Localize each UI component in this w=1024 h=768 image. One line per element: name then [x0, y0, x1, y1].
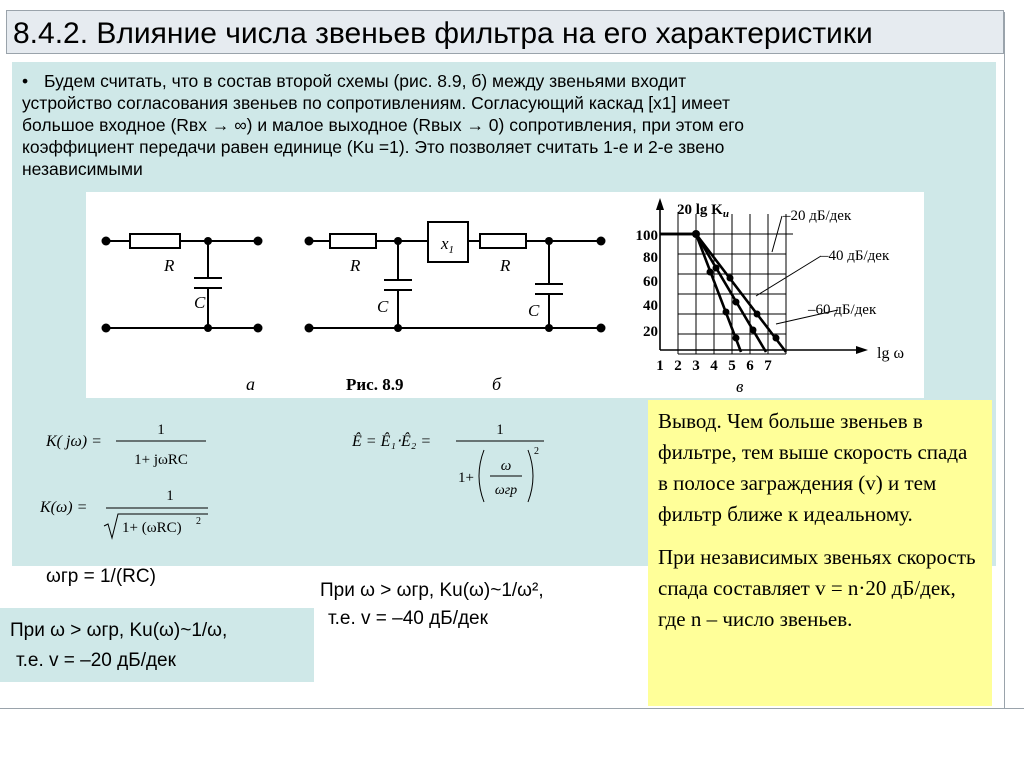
x-tick: 2 — [674, 358, 682, 374]
formula-numerator: 1 — [166, 488, 174, 504]
bullet-line: независимыми — [22, 159, 143, 179]
graph-y-ticks — [636, 228, 659, 340]
capacitor-label-b1: C — [377, 297, 389, 316]
middle-note-line1: При ω > ωгр, Ku(ω)~1/ω², — [320, 580, 544, 601]
frame-line-bottom — [0, 708, 1024, 709]
x-tick: 1 — [656, 358, 664, 374]
x-tick: 6 — [746, 358, 754, 374]
resistor-label-b2: R — [500, 256, 511, 275]
capacitor-label-b2: C — [528, 301, 540, 320]
conclusion-box — [648, 400, 992, 706]
bullet-line-text: Будем считать, что в состав второй схемы (рис. 8.9, б) между звеньями входит — [44, 71, 687, 91]
circuit-a-nodes — [102, 237, 263, 333]
y-tick: 60 — [643, 274, 658, 290]
formula-denominator: 1+ — [458, 470, 474, 486]
bullet-line: устройство согласования звеньев по сопротивлениям. Согласующий каскад [x1] имеет — [22, 93, 730, 113]
bullet-line: коэффициент передачи равен единице (Ku =1). Это позволяет считать 1-е и 2-е звено — [22, 137, 725, 157]
bullet-dot: • — [22, 71, 29, 91]
figure-svg — [86, 192, 924, 398]
bullet-paragraph — [22, 70, 982, 180]
resistor-label-a: R — [164, 256, 175, 275]
graph-v — [636, 198, 904, 396]
y-tick: 40 — [643, 298, 658, 314]
formula-e-product — [352, 414, 562, 515]
y-tick: 20 — [643, 324, 658, 340]
title-bar — [6, 10, 1004, 54]
bullet-line — [22, 70, 982, 92]
omega-gr-note: ωгр = 1/(RC) — [46, 566, 156, 587]
formula-lhs: Ê = Ê₁⋅Ê₂ = — [352, 433, 432, 450]
formula-lhs: K(ω) = — [40, 499, 88, 516]
figure-label-v: в — [736, 377, 744, 396]
x-tick: 3 — [692, 358, 700, 374]
x-tick: 5 — [728, 358, 736, 374]
left-note-line1: При ω > ωгр, Ku(ω)~1/ω, — [10, 620, 228, 641]
bullet-line: большое входное (Rвх → ∞) и малое выходное (Rвых → 0) сопротивления, при этом его — [22, 115, 745, 135]
capacitor-label-a: C — [194, 293, 206, 312]
conclusion-paragraph-2: При независимых звеньях скорость спада составляет v = n·20 дБ/дек, где n – число звеньев. — [658, 545, 976, 631]
left-note-line2: т.е. v = –20 дБ/дек — [16, 650, 176, 671]
figure-caption: Рис. 8.9 — [346, 375, 404, 394]
formula-k-jw — [46, 414, 226, 479]
middle-note-line2: т.е. v = –40 дБ/дек — [328, 608, 488, 629]
y-tick: 100 — [635, 228, 658, 244]
conclusion-paragraph-1: Вывод. Чем больше звеньев в фильтре, тем выше скорость спада в полосе заграждения (v) и тем фильтр ближе к идеальному. — [658, 409, 968, 526]
formula-exponent: 2 — [196, 516, 201, 527]
graph-y-title: 20 $\lg K_u$ — [677, 202, 729, 220]
formula-k-w — [40, 480, 240, 551]
formula-numerator: 1 — [496, 422, 504, 438]
x-tick: 7 — [764, 358, 772, 374]
graph-x-title: lg ω — [877, 345, 904, 362]
graph-x-arrow — [856, 346, 868, 354]
formula-inner-numerator: ω — [500, 458, 512, 474]
graph-x-ticks — [656, 358, 772, 374]
resistor-label-b1: R — [350, 256, 361, 275]
y-tick: 80 — [643, 250, 658, 266]
circuit-a — [106, 234, 258, 328]
figure-label-a: а — [246, 374, 255, 394]
slope-annotation-60: –60 дБ/дек — [808, 302, 877, 318]
formula-exponent: 2 — [534, 446, 539, 457]
figure-panel — [86, 192, 924, 398]
frame-line-right — [1004, 12, 1005, 708]
slope-annotation-20: –20 дБ/дек — [783, 208, 852, 224]
buffer-label: $x_1$ — [441, 234, 455, 256]
formula-inner-denominator: ωгр — [494, 483, 518, 498]
graph-y-arrow — [656, 198, 664, 210]
circuit-b — [309, 222, 601, 328]
slide-title: 8.4.2. Влияние числа звеньев фильтра на его характеристики — [13, 17, 873, 50]
formula-numerator: 1 — [157, 422, 165, 438]
figure-label-b: б — [492, 374, 502, 394]
slope-annotation-40: –40 дБ/дек — [821, 248, 890, 264]
formula-denominator: 1+ jωRC — [134, 452, 188, 468]
formula-lhs: K( jω) = — [46, 433, 102, 450]
formula-denominator: 1+ (ωRC) — [122, 520, 182, 536]
x-tick: 4 — [710, 358, 718, 374]
